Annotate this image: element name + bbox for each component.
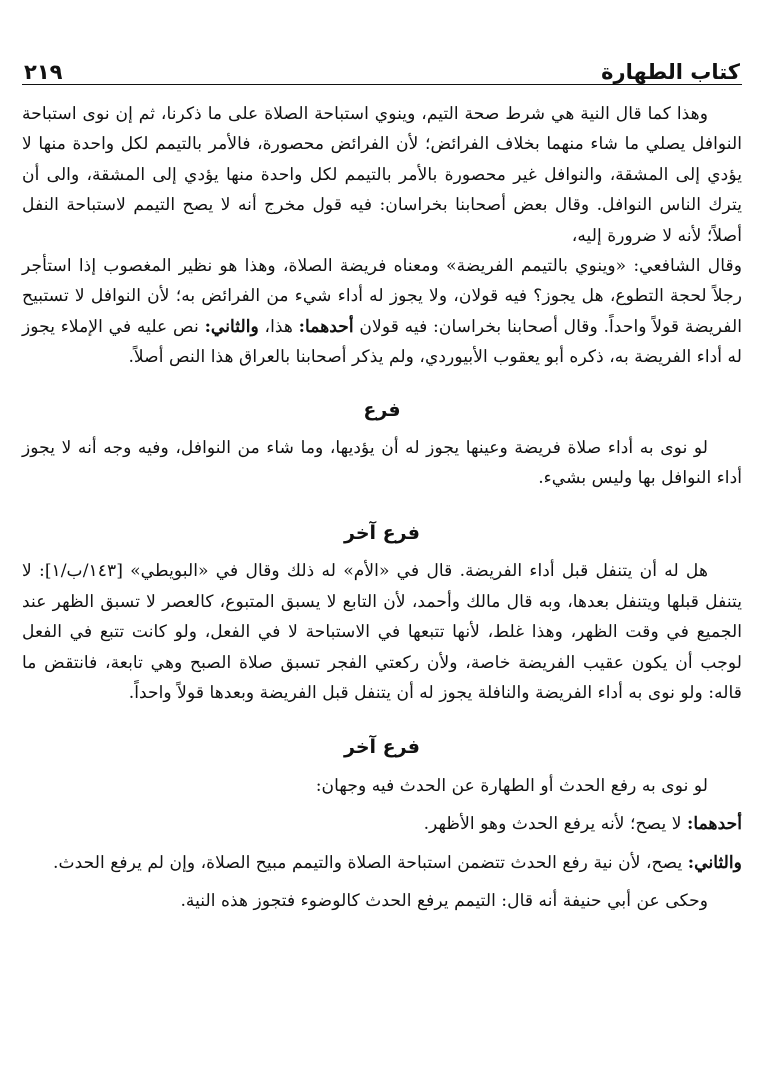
bold-term: والثاني: [687, 852, 742, 873]
section-heading: فرع [363, 398, 401, 421]
bold-term: أحدهما: [686, 814, 742, 835]
paragraph [22, 251, 742, 373]
paragraph [22, 771, 742, 801]
paragraph [22, 556, 742, 708]
bold-term: والثاني: [204, 316, 259, 337]
paragraph-text: هذا، [264, 316, 293, 337]
page-body [22, 99, 742, 916]
paragraph [22, 433, 742, 494]
paragraph-text: لا يصح؛ لأنه يرفع الحدث وهو الأظهر. [423, 814, 682, 835]
paragraph-text: لو نوى به رفع الحدث أو الطهارة عن الحدث فيه وجهان: [315, 775, 708, 796]
book-title: كتاب الطهارة [601, 60, 740, 84]
paragraph-text: وحكى عن أبي حنيفة أنه قال: التيمم يرفع الحدث كالوضوء فتجوز هذه النية. [180, 890, 708, 911]
paragraph-text: نص عليه في الإملاء يجوز له أداء الفريضة به، ذكره أبو يعقوب الأبيوردي، ولم يذكر أصحابنا بالعراق هذا النص أصلاً. [22, 316, 742, 368]
paragraph [22, 809, 742, 839]
paragraph [22, 848, 742, 878]
paragraph-text: وهذا كما قال النية هي شرط صحة التيم، وينوي استباحة الصلاة على ما ذكرنا، ثم إن نوى استباحة النوافل يصلي ما شاء منهما بخلاف الفرائض؛ لأن الفرائض محصورة، فالأمر بالتيمم لكل واحدة منها لا يؤدي إلى المشقة، والنوافل غير محصورة بالأمر بالتيمم لكل واحدة منها يؤدي إلى المشقة، والى أن يترك الناس النوافل. وقال بعض أصحابنا بخراسان: فيه قول مخرج أنه لا يصح التيمم لاستباحة النفل أصلاً؛ لأنه لا ضرورة إليه، [22, 104, 742, 246]
paragraph [22, 99, 742, 251]
section-heading: فرع آخر [344, 736, 420, 759]
page-number: ٢١٩ [24, 60, 63, 84]
book-page [22, 50, 742, 1080]
bold-term: أحدهما: [298, 316, 354, 337]
paragraph-text: وقال الشافعي: «وينوي بالتيمم الفريضة» ومعناه فريضة الصلاة، وهذا هو نظير المغصوب إذا استأجر رجلاً لحجة التطوع، هل يجوز؟ فيه قولان، ولا يجوز له أداء شيء من الفرائض به؛ لأن النوافل لا تستبيح الفريضة قولاً واحداً. وقال أصحابنا بخراسان: فيه قولان [22, 256, 742, 337]
section-heading: فرع آخر [344, 521, 420, 544]
paragraph [22, 886, 742, 916]
paragraph-text: هل له أن يتنفل قبل أداء الفريضة. قال في «الأم» له ذلك وقال في «البويطي» [١٤٣/ب/١]: لا يتنفل قبلها ويتنفل بعدها، وبه قال مالك وأحمد، لأن التابع لا يسبق المتبوع، كالعصر لا تسبق الظهر عند الجميع في وقت الظهر، وهذا غلط، لأنها تتبعها في الاستباحة لا في الفعل، ولو كانت تتبع في الفعل لوجب أن يكون عقيب الفريضة خاصة، ولأن ركعتي الفجر تسبق صلاة الصبح وهي تابعة، فانتقض ما قاله: ولو نوى به أداء الفريضة والنافلة يجوز له أن يتنفل قبل الفريضة وبعدها قولاً واحداً. [22, 561, 742, 703]
paragraph-text: لو نوى به أداء صلاة فريضة وعينها يجوز له أن يؤديها، وما شاء من النوافل، وفيه وجه أنه لا يجوز أداء النوافل بها وليس بشيء. [22, 438, 742, 489]
paragraph-text: يصح، لأن نية رفع الحدث تتضمن استباحة الصلاة والتيمم مبيح الصلاة، وإن لم يرفع الحدث. [52, 852, 683, 873]
running-header [22, 50, 742, 85]
